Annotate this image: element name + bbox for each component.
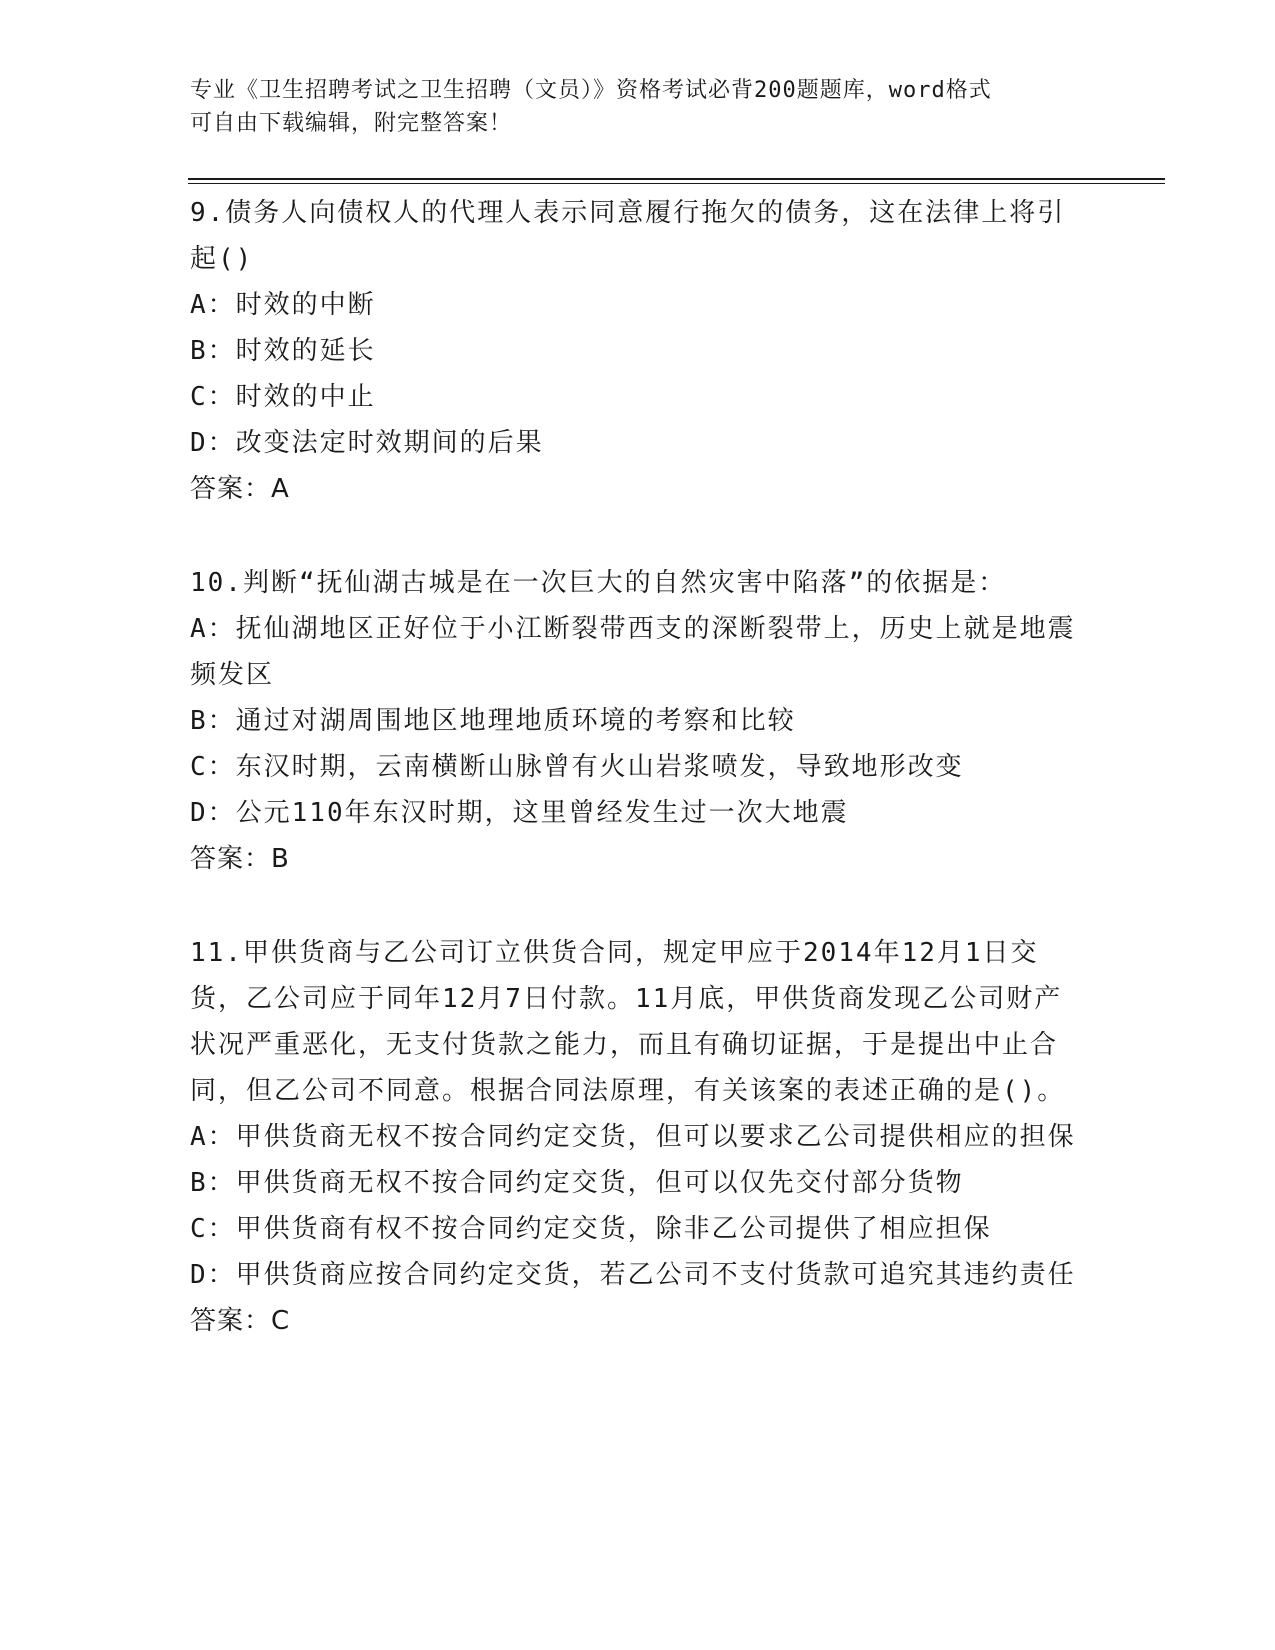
question-10 <box>190 560 1090 882</box>
option-a: A：抚仙湖地区正好位于小江断裂带西支的深断裂带上，历史上就是地震频发区 <box>190 614 1076 690</box>
question-11 <box>190 930 1090 1344</box>
answer: 答案：C <box>190 1306 291 1336</box>
header-divider-thick <box>188 178 1165 180</box>
option-d: D：公元110年东汉时期，这里曾经发生过一次大地震 <box>190 798 849 828</box>
option-d: D：改变法定时效期间的后果 <box>190 428 544 458</box>
option-c: C：时效的中止 <box>190 382 376 412</box>
option-d: D：甲供货商应按合同约定交货，若乙公司不支付货款可追究其违约责任 <box>190 1260 1076 1290</box>
header-line-2: 可自由下载编辑，附完整答案！ <box>190 111 513 136</box>
option-c: C：东汉时期，云南横断山脉曾有火山岩浆喷发，导致地形改变 <box>190 752 964 782</box>
answer: 答案：B <box>190 844 290 874</box>
option-b: B：时效的延长 <box>190 336 376 366</box>
header-divider-thin <box>188 183 1165 184</box>
document-header <box>190 74 1070 140</box>
option-c: C：甲供货商有权不按合同约定交货，除非乙公司提供了相应担保 <box>190 1214 992 1244</box>
question-text: 10.判断“抚仙湖古城是在一次巨大的自然灾害中陷落”的依据是： <box>190 568 1007 598</box>
option-b: B：甲供货商无权不按合同约定交货，但可以仅先交付部分货物 <box>190 1168 964 1198</box>
answer: 答案：A <box>190 474 290 504</box>
header-line-1: 专业《卫生招聘考试之卫生招聘（文员）》资格考试必背200题题库，word格式 <box>190 78 992 103</box>
question-9 <box>190 190 1090 512</box>
question-list <box>190 190 1090 1392</box>
question-text: 9.债务人向债权人的代理人表示同意履行拖欠的债务，这在法律上将引起() <box>190 198 1066 274</box>
option-a: A：时效的中断 <box>190 290 376 320</box>
option-b: B：通过对湖周围地区地理地质环境的考察和比较 <box>190 706 796 736</box>
option-a: A：甲供货商无权不按合同约定交货，但可以要求乙公司提供相应的担保 <box>190 1122 1076 1152</box>
question-text: 11.甲供货商与乙公司订立供货合同，规定甲应于2014年12月1日交货，乙公司应于同年12月7日付款。11月底，甲供货商发现乙公司财产状况严重恶化，无支付货款之能力，而且有确切证据，于是提出中止合同，但乙公司不同意。根据合同法原理，有关该案的表述正确的是()。 <box>190 938 1066 1106</box>
